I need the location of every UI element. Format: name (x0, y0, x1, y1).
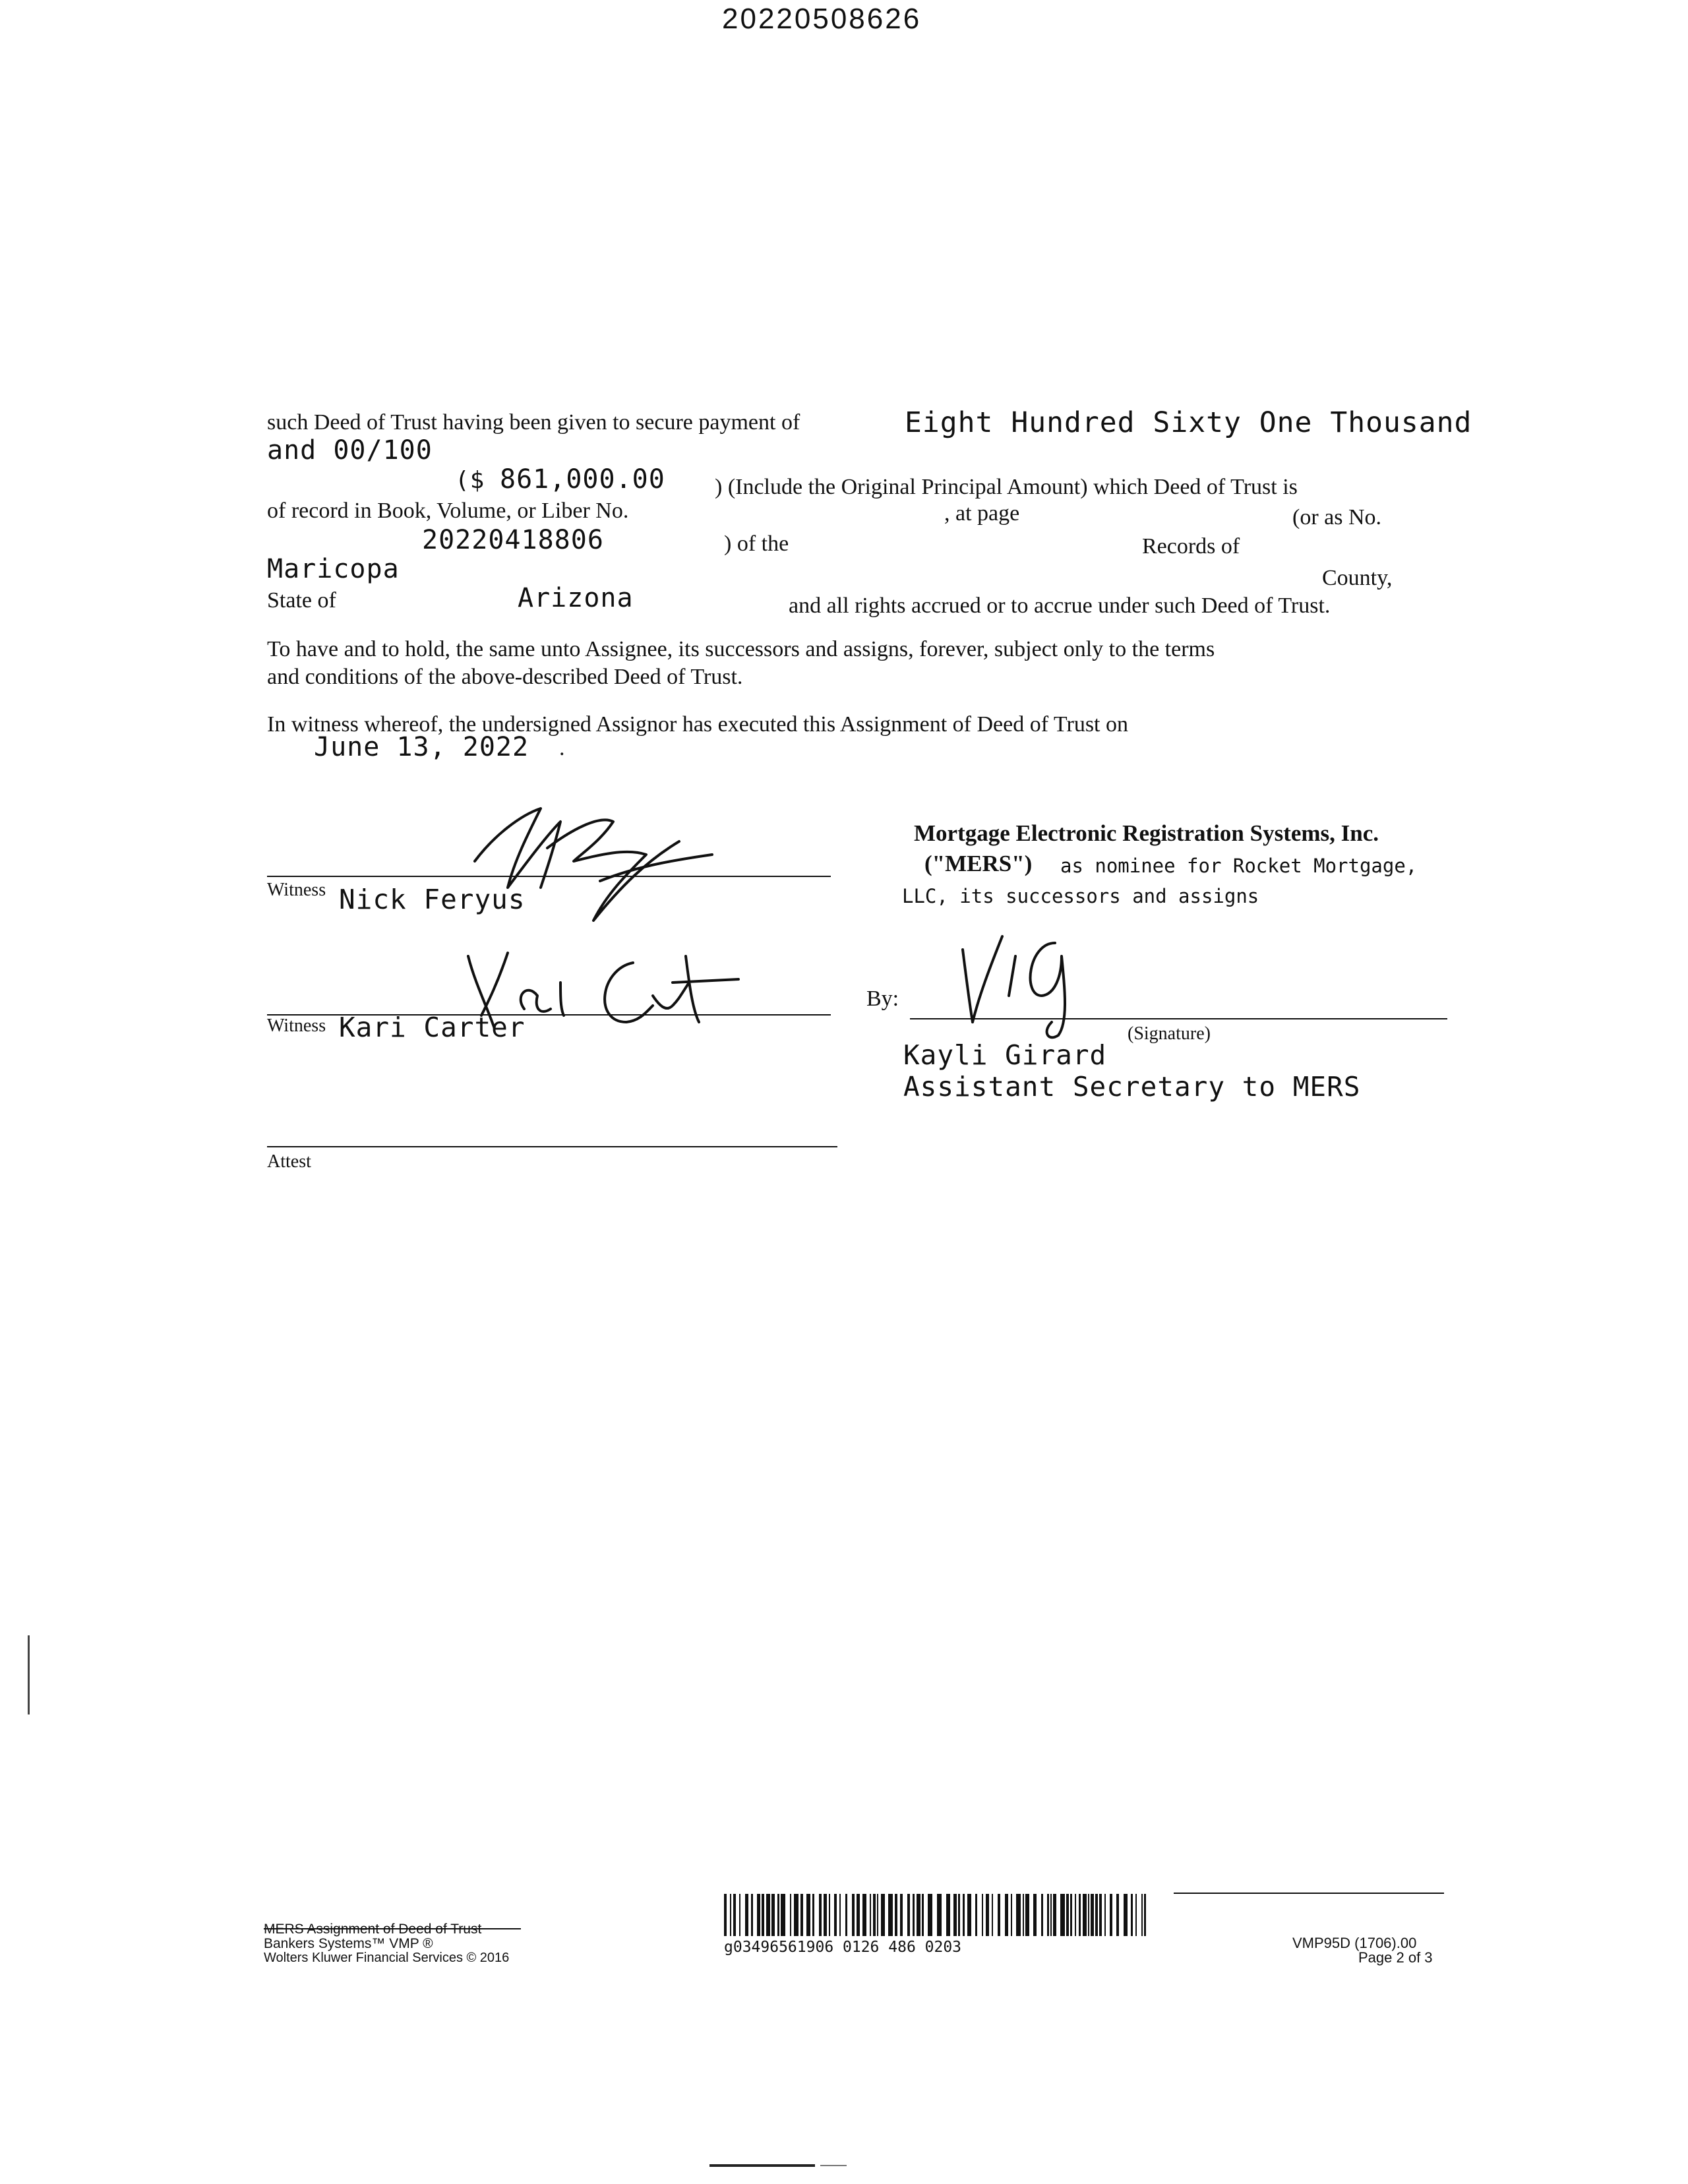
body-line-5-of: ) of the (724, 531, 789, 556)
amount-numeric: 861,000.00 (500, 464, 665, 495)
record-number: 20220418806 (422, 525, 604, 555)
habendum-line-2: and conditions of the above-described Deed of Trust. (267, 665, 743, 689)
by-label: By: (866, 986, 899, 1011)
attest-signature-line (267, 1146, 837, 1147)
barcode-text: g03496561906 0126 486 0203 (724, 1939, 962, 1956)
barcode (724, 1894, 1172, 1940)
county-label: County, (1322, 566, 1393, 590)
amount-words-1: Eight Hundred Sixty One Thousand (905, 406, 1472, 439)
witness2-name: Kari Carter (339, 1012, 526, 1043)
witness1-signature-line (267, 876, 831, 877)
amount-paren-open: ($ (455, 467, 485, 494)
body-line-4-or: (or as No. (1292, 505, 1382, 530)
amount-words-2: and 00/100 (267, 435, 433, 466)
body-line-4-page: , at page (944, 501, 1020, 526)
nominee-line-1: as nominee for Rocket Mortgage, (1060, 855, 1418, 877)
document-number: 20220508626 (722, 3, 922, 35)
body-line-4: of record in Book, Volume, or Liber No. (267, 499, 629, 523)
state-label: State of (267, 588, 336, 613)
form-copyright: Wolters Kluwer Financial Services © 2016 (264, 1951, 510, 1965)
company-name: Mortgage Electronic Registration Systems, Inc. (914, 820, 1379, 846)
footer-rule-right (1174, 1893, 1444, 1894)
county-name: Maricopa (267, 554, 400, 584)
witness1-label: Witness (267, 880, 326, 900)
form-title: MERS Assignment of Deed of Trust (264, 1922, 482, 1937)
nominee-line-2: LLC, its successors and assigns (902, 885, 1259, 907)
body-line-5-records: Records of (1142, 534, 1240, 559)
scan-mark (28, 1635, 30, 1714)
state-name: Arizona (518, 583, 634, 613)
body-line-1: such Deed of Trust having been given to secure payment of (267, 410, 800, 435)
attest-label: Attest (267, 1151, 311, 1172)
signature-label: (Signature) (1128, 1023, 1211, 1044)
page-number: Page 2 of 3 (1358, 1949, 1433, 1966)
signer-name: Kayli Girard (903, 1039, 1107, 1071)
signer-signature-line (910, 1018, 1447, 1019)
body-line-3: ) (Include the Original Principal Amount) which Deed of Trust is (715, 475, 1298, 499)
witness1-name: Nick Feryus (339, 884, 526, 915)
habendum-line-1: To have and to hold, the same unto Assignee, its successors and assigns, forever, subject only to the terms (267, 637, 1215, 661)
signer-signature (943, 923, 1101, 1042)
company-abbr: ("MERS") (924, 851, 1033, 876)
rights-text: and all rights accrued or to accrue under such Deed of Trust. (789, 593, 1331, 618)
date-period: . (559, 736, 565, 760)
signer-title: Assistant Secretary to MERS (903, 1071, 1361, 1103)
witness-clause: In witness whereof, the undersigned Assignor has executed this Assignment of Deed of Trust on (267, 712, 1128, 737)
bottom-edge-mark-small (820, 2165, 847, 2166)
witness2-label: Witness (267, 1016, 326, 1036)
bottom-edge-mark (709, 2164, 815, 2167)
form-vendor: Bankers Systems™ VMP ® (264, 1936, 433, 1951)
execution-date: June 13, 2022 (314, 732, 529, 762)
form-code: VMP95D (1706).00 (1292, 1935, 1417, 1951)
